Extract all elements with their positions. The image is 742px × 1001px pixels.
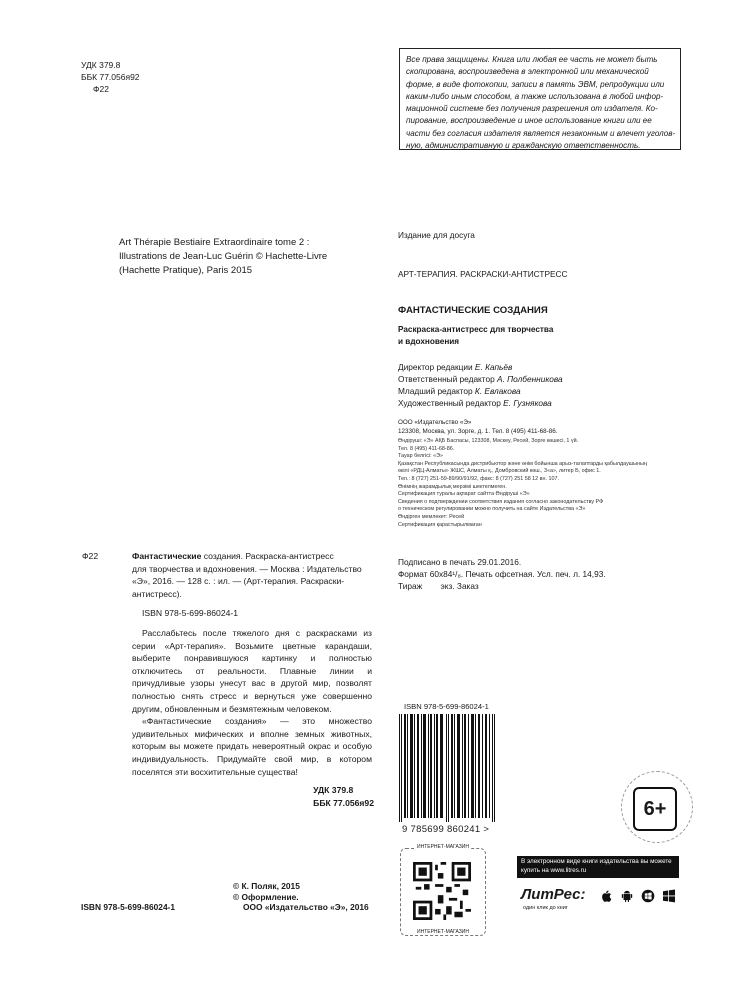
fine-line: Өндіруші: «Э» АҚБ Баспасы, 123308, Мәскеу, Ресей, Зорге көшесі, 1 үй. xyxy=(398,438,579,444)
staff-name: А. Полбенникова xyxy=(497,374,563,384)
header-udk: УДК 379.8 xyxy=(81,60,121,70)
publisher-address: 123308, Москва, ул. Зорге, д. 1. Тел. 8 (495) 411-68-86. xyxy=(398,428,558,435)
windows-phone-icon xyxy=(641,889,655,903)
original-line: Art Thérapie Bestiaire Extraordinaire tome 2 : xyxy=(119,237,310,248)
staff-row xyxy=(398,373,563,385)
copyright-line: © Оформление. xyxy=(233,891,299,902)
edition-type: Издание для досуга xyxy=(398,230,475,240)
staff-row xyxy=(398,361,563,373)
catalog-bbk: ББК 77.056я92 xyxy=(313,797,374,808)
staff-row xyxy=(398,385,563,397)
staff-row xyxy=(398,397,563,409)
book-title: ФАНТАСТИЧЕСКИЕ СОЗДАНИЯ xyxy=(398,305,548,316)
fine-line: өкілі «РДЦ-Алматы» ЖШС, Алматы қ., Домбровский көш., 3«а», литер Б, офис 1. xyxy=(398,468,601,475)
print-line: Тираж экз. Заказ xyxy=(398,581,479,591)
catalog-first-line xyxy=(82,550,372,563)
fine-line: Сведения о подтверждении соответствия издания согласно законодательству РФ xyxy=(398,498,604,505)
rights-line: Все права защищены. Книга или любая ее часть не может быть xyxy=(406,55,658,64)
staff-name: Е. Капьёв xyxy=(474,362,513,372)
windows-icon xyxy=(662,889,676,903)
catalog-title-rest: создания. Раскраска-антистресс xyxy=(201,551,334,561)
header-author-sign: Ф22 xyxy=(93,84,109,94)
litres-tagline: один клик до книг xyxy=(523,905,568,911)
rights-line: части без согласия издателя является незаконным и влечет уголов- xyxy=(406,128,676,138)
litres-logo: ЛитРес: xyxy=(521,886,586,903)
fine-line: Қазақстан Республикасында дистрибьютор және өнім бойынша арыз-талаптарды қабылдаушының xyxy=(398,460,647,467)
catalog-sign: Ф22 xyxy=(82,551,99,561)
barcode-isbn: ISBN 978-5-699-86024-1 xyxy=(404,702,489,711)
catalog-line: антистресс). xyxy=(132,588,182,599)
annotation-paragraph: Расслабьтесь после тяжелого дня с раскрасками из серии «Арт-терапия». Возьмите цветные карандаши, выберите понравившуюся картинку и полностью отключитесь от реальности. Плавные линии и причудливые узоры унесут вас в другой мир, позволят полностью снять стресс и вернуться уже совершенно другим, обновленным и безмятежным человеком. xyxy=(132,627,372,714)
legal-fine-print xyxy=(398,438,698,529)
rights-notice xyxy=(399,48,681,150)
fine-line: Сертификация қарастырылмаған xyxy=(398,521,482,528)
rights-line: мационной системе без получения разрешения от издателя. Ко- xyxy=(406,104,658,114)
apple-icon xyxy=(599,889,613,903)
rights-line: пирование, воспроизведение и иное использование книги или ее xyxy=(406,116,652,126)
barcode-icon xyxy=(396,714,502,832)
subtitle-line: и вдохновения xyxy=(398,337,460,346)
android-icon xyxy=(620,889,634,903)
book-subtitle xyxy=(398,324,553,348)
staff-role: Ответственный редактор xyxy=(398,374,495,384)
catalog-title-word: Фантастические xyxy=(132,551,202,561)
series-name: АРТ-ТЕРАПИЯ. РАСКРАСКИ-АНТИСТРЕСС xyxy=(398,269,568,279)
footer-isbn: ISBN 978-5-699-86024-1 xyxy=(81,902,176,912)
staff-role: Директор редакции xyxy=(398,362,473,372)
staff-role: Младший редактор xyxy=(398,386,473,396)
catalog-annotation xyxy=(82,627,372,778)
publisher-info xyxy=(398,418,557,436)
original-line: Illustrations de Jean-Luc Guérin © Hachette-Livre xyxy=(119,251,328,262)
rights-line: форме, в виде фотокопии, записи в память ЭВМ, репродукции или xyxy=(406,79,665,89)
litres-line: В электронном виде книги издательства вы можете xyxy=(521,858,672,865)
fine-line: о техническом регулировании можно получить на сайте Издательства «Э» xyxy=(398,506,586,513)
rights-line: ную, административную и гражданскую ответственность. xyxy=(406,141,641,151)
fine-line: Тел. 8 (495) 411-68-86. xyxy=(398,445,455,452)
header-bbk: ББК 77.056я92 xyxy=(81,72,140,82)
catalog-line: «Э», 2016. — 128 с. : ил. — (Арт-терапия. Раскраски- xyxy=(132,576,345,587)
catalog-classification xyxy=(82,784,374,809)
fine-line: Тауар белгісі: «Э» xyxy=(398,453,444,460)
qr-code-icon xyxy=(413,862,471,920)
litres-banner xyxy=(517,856,679,878)
catalog-udk: УДК 379.8 xyxy=(313,785,354,796)
subtitle-line: Раскраска-антистресс для творчества xyxy=(398,325,554,334)
staff-name: Е. Гузнякова xyxy=(503,398,552,408)
header-classification xyxy=(81,59,140,95)
print-info xyxy=(398,556,606,592)
catalog-description xyxy=(82,563,372,601)
staff-name: К. Евлакова xyxy=(474,386,521,396)
print-line: Формат 60x84¹/₈. Печать офсетная. Усл. печ. л. 14,93. xyxy=(398,569,606,579)
copyright-line: ООО «Издательство «Э», 2016 xyxy=(243,902,369,912)
original-line: (Hachette Pratique), Paris 2015 xyxy=(119,265,253,276)
catalog-isbn: ISBN 978-5-699-86024-1 xyxy=(142,608,239,619)
publisher-name: ООО «Издательство «Э» xyxy=(398,419,472,426)
catalog-line: для творчества и вдохновения. — Москва : Издательство xyxy=(132,563,362,574)
print-line: Подписано в печать 29.01.2016. xyxy=(398,557,522,567)
fine-line: Тел.: 8 (727) 251-59-89/90/91/92, факс: 8 (727) 251 58 12 вн. 107. xyxy=(398,475,560,482)
original-edition xyxy=(119,236,327,278)
age-rating: 6+ xyxy=(633,787,677,831)
fine-line: Сертификация туралы ақпарат сайтта Өндіруші «Э» xyxy=(398,491,530,498)
annotation-paragraph: «Фантастические создания» — это множество удивительных мифических и вполне земных животных, которым вы можете придать невероятный окрас и особую индивидуальность. Придумайте свой мир, в котором поселятся эти восхитительные существа! xyxy=(132,716,372,777)
rights-line: скопирована, воспроизведена в электронной или механической xyxy=(406,67,649,77)
catalog-card xyxy=(82,550,372,809)
fine-line: Өнімнің жарамдылық мерзімі шектелмеген. xyxy=(398,483,507,490)
fine-line: Өндірген мемлекет: Ресей xyxy=(398,513,465,520)
qr-top-label: ИНТЕРНЕТ-МАГАЗИН xyxy=(417,844,469,850)
editorial-staff xyxy=(398,361,563,409)
rights-line: каким-либо иным способом, а также использована в любой инфор- xyxy=(406,91,664,101)
litres-line: купить на www.litres.ru xyxy=(521,866,587,874)
qr-bottom-label: ИНТЕРНЕТ-МАГАЗИН xyxy=(417,929,469,935)
staff-role: Художественный редактор xyxy=(398,398,501,408)
copyright-line: © К. Поляк, 2015 xyxy=(233,881,300,891)
barcode-digits: 9 785699 860241 > xyxy=(402,824,490,835)
footer-copyright xyxy=(233,881,369,913)
